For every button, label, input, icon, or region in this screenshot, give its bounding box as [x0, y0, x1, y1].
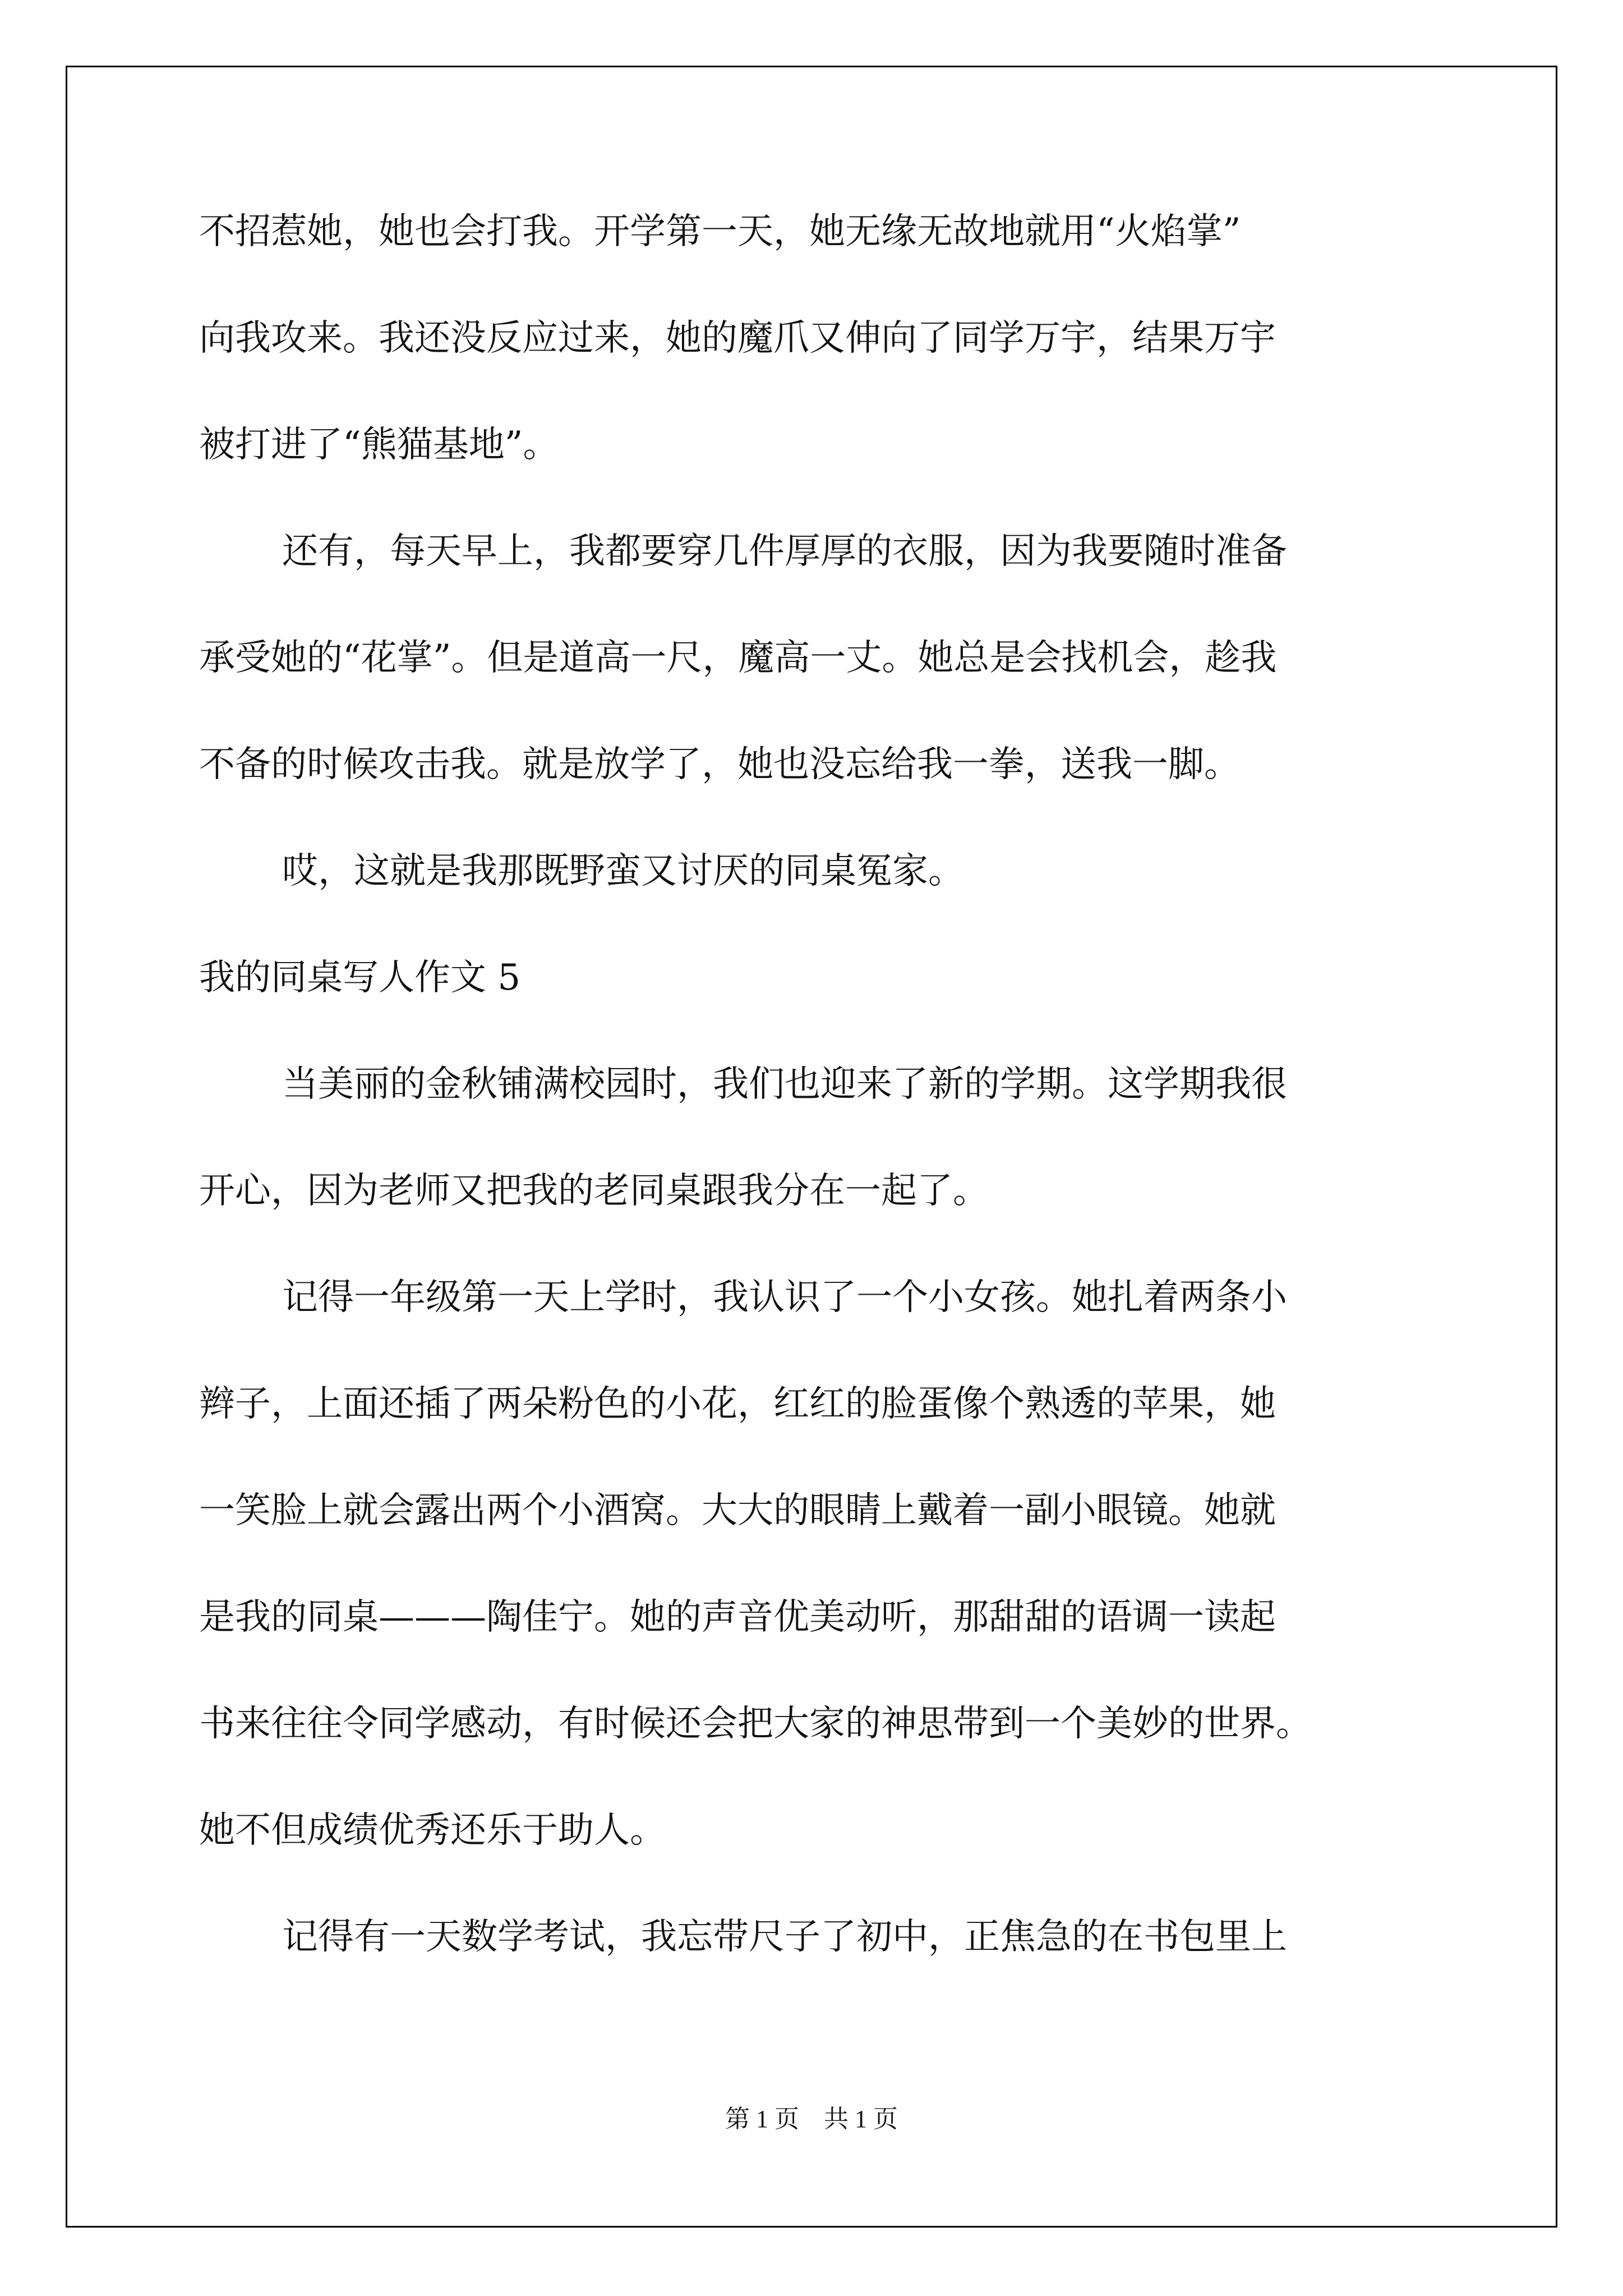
paragraph-first-line: 当美丽的金秋铺满校园时，我们也迎来了新的学期。这学期我很: [282, 1064, 1287, 1105]
text-line: 被打进了“熊猫基地”。: [199, 424, 559, 466]
text-line: 一笑脸上就会露出两个小酒窝。大大的眼睛上戴着一副小眼镜。她就: [199, 1490, 1276, 1531]
paragraph-first-line: 记得一年级第一天上学时，我认识了一个小女孩。她扎着两条小: [282, 1277, 1287, 1318]
page-footer: [0, 2102, 1623, 2136]
text-line: 开心，因为老师又把我的老同桌跟我分在一起了。: [199, 1170, 989, 1212]
text-line: 书来往往令同学感动，有时候还会把大家的神思带到一个美妙的世界。: [199, 1703, 1312, 1745]
text-line: 她不但成绩优秀还乐于助人。: [199, 1810, 666, 1851]
text-line: 不备的时候攻击我。就是放学了，她也没忘给我一拳，送我一脚。: [199, 744, 1240, 785]
page-total: 共 1 页: [824, 2105, 898, 2133]
text-line: 向我攻来。我还没反应过来，她的魔爪又伸向了同学万宇，结果万宇: [199, 318, 1276, 359]
text-line: 不招惹她，她也会打我。开学第一天，她无缘无故地就用“火焰掌”: [199, 211, 1241, 252]
text-line: 承受她的“花掌”。但是道高一尺，魔高一丈。她总是会找机会，趁我: [199, 637, 1277, 679]
paragraph-first-line: 记得有一天数学考试，我忘带尺子了初中，正焦急的在书包里上: [282, 1916, 1287, 1958]
text-line: 辫子，上面还插了两朵粉色的小花，红红的脸蛋像个熟透的苹果，她: [199, 1383, 1276, 1425]
paragraph-first-line: 还有，每天早上，我都要穿几件厚厚的衣服，因为我要随时准备: [282, 531, 1287, 572]
text-line: 是我的同桌———陶佳宁。她的声音优美动听，那甜甜的语调一读起: [199, 1596, 1276, 1638]
page-border: [66, 66, 1557, 2228]
page-number: 第 1 页: [725, 2105, 799, 2133]
paragraph-first-line: 哎，这就是我那既野蛮又讨厌的同桌冤家。: [282, 850, 964, 892]
section-heading: 我的同桌写人作文 5: [199, 957, 521, 999]
